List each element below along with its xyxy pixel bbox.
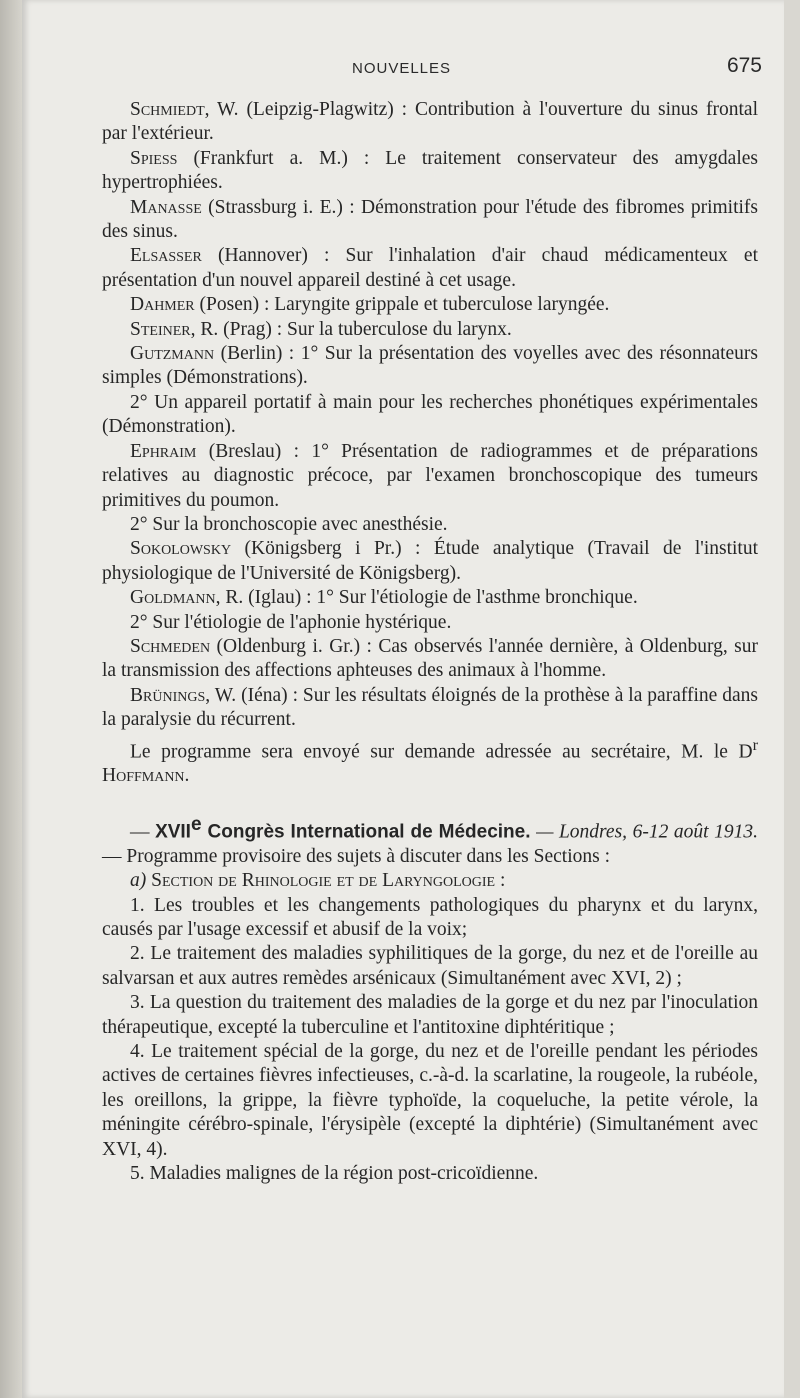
entry-paragraph (102, 244, 758, 293)
congress-place-date: — Londres, 6-12 août 1913. (530, 821, 759, 843)
author-name: Schmiedt (130, 99, 205, 120)
author-name: Goldmann (130, 587, 216, 609)
congress-title-b: Congrès International de Médecine. (201, 821, 531, 843)
entry-paragraph (102, 196, 758, 245)
entry-text: , R. (Prag) : Sur la tuberculose du larynx. (190, 318, 512, 340)
congress-heading (102, 813, 758, 869)
entry-paragraph (102, 611, 758, 635)
book-spine-shadow (0, 0, 22, 1398)
entry-text: (Hannover) : Sur l'inhalation d'air chaud médicamenteux et présentation d'un nouvel appareil destiné à cet usage. (102, 245, 758, 291)
entry-paragraph (102, 586, 758, 610)
entry-text: (Königsberg i Pr.) : Étude analytique (Travail de l'institut physiologique de l'Université de Königsberg). (102, 538, 758, 584)
list-item: 2. Le traitement des maladies syphilitiques de la gorge, du nez et de l'oreille au salvarsan et aux autres remèdes arsénicaux (Simultanément avec XVI, 2) ; (102, 943, 758, 989)
entry-paragraph (102, 440, 758, 513)
author-name: Ephraim (130, 440, 197, 462)
closing-text: Le programme sera envoyé sur demande adressée au secrétaire, M. le D (130, 741, 753, 763)
author-name: Dahmer (130, 294, 195, 316)
entry-text: , W. (Leipzig-Plagwitz) : Contribution à l'ouverture du sinus frontal par l'extérieur. (102, 99, 758, 145)
entry-text: 2° Sur la bronchoscopie avec anesthésie. (130, 513, 448, 535)
closing-paragraph (102, 733, 758, 789)
congress-intro: — Programme provisoire des sujets à discuter dans les Sections : (102, 845, 610, 867)
list-item: 4. Le traitement spécial de la gorge, du nez et de l'oreille pendant les périodes actives de certaines fièvres infectieuses, c.-à-d. la scarlatine, la rougeole, la rubéole, les oreillons, la grippe, la fièvre typhoïde, la coqueluche, la petite vérole, la méningite cérébro-spinale, l'érysipèle (excepté la diphtérie) (Simultanément avec XVI, 4). (102, 1041, 758, 1160)
section-title: Section de Rhinologie et de Laryngologie (151, 870, 496, 892)
entry-paragraph (102, 537, 758, 586)
entry-text: (Strassburg i. E.) : Démonstration pour l'étude des fibromes primitifs des sinus. (102, 196, 758, 243)
congress-dash: — (130, 821, 156, 843)
author-name: Gutzmann (130, 343, 215, 365)
entry-paragraph (102, 147, 758, 196)
list-item: 3. La question du traitement des maladies de la gorge et du nez par l'inoculation thérapeutique, excepté la tuberculine et l'antitoxine diphtéritique ; (102, 992, 758, 1038)
section-letter: a) (130, 870, 152, 892)
author-name: Sokolowsky (130, 538, 232, 560)
book-page (22, 0, 784, 1398)
section-colon: : (495, 870, 506, 892)
author-name: Spiess (130, 147, 178, 169)
closing-superscript: r (752, 735, 758, 754)
author-name: Elsasser (130, 245, 202, 267)
entry-text: , R. (Iglau) : 1° Sur l'étiologie de l'asthme bronchique. (215, 587, 638, 609)
entry-text: 2° Un appareil portatif à main pour les recherches phonétiques expérimentales (Démonstration). (102, 391, 758, 438)
entry-paragraph (102, 513, 758, 537)
entry-paragraph (102, 684, 758, 733)
entry-paragraph (102, 635, 758, 684)
entry-paragraph (102, 391, 758, 440)
entry-text: (Oldenburg i. Gr.) : Cas observés l'année dernière, à Oldenburg, sur la transmission des affections aphteuses des animaux à l'homme. (102, 635, 758, 682)
page-edge (784, 0, 800, 1398)
page-number: 675 (726, 54, 762, 77)
entry-text: , W. (Iéna) : Sur les résultats éloignés de la prothèse à la paraffine dans la paralysie du récurrent. (102, 684, 758, 731)
author-name: Steiner (130, 318, 191, 340)
secretary-name: Hoffmann (102, 765, 185, 787)
section-heading (102, 869, 758, 893)
entry-text: (Breslau) : 1° Présentation de radiogrammes et de préparations relatives au diagnostic précoce, par l'examen bronchoscopique des tumeurs primitives du poumon. (102, 440, 758, 511)
list-item: 5. Maladies malignes de la région post-cricoïdienne. (130, 1163, 539, 1185)
congress-title-a: XVII (155, 821, 191, 843)
entry-text: (Frankfurt a. M.) : Le traitement conservateur des amygdales hypertrophiées. (102, 147, 758, 194)
author-name: Brünings (130, 684, 206, 706)
entry-text: (Berlin) : 1° Sur la présentation des voyelles avec des résonnateurs simples (Démonstrations). (102, 343, 758, 389)
running-head: NOUVELLES (352, 60, 452, 77)
entry-text: (Posen) : Laryngite grippale et tuberculose laryngée. (194, 294, 610, 316)
entry-paragraph (102, 293, 758, 317)
entry-paragraph (102, 98, 758, 147)
body-text (102, 98, 758, 1186)
page-header (82, 50, 762, 84)
list-item: 1. Les troubles et les changements pathologiques du pharynx et du larynx, causés par l'usage excessif et abusif de la voix; (102, 894, 758, 940)
author-name: Manasse (130, 196, 202, 218)
congress-title-sup: e (190, 813, 202, 835)
author-name: Schmeden (130, 635, 211, 657)
entry-paragraph (102, 318, 758, 342)
entry-paragraph (102, 342, 758, 391)
closing-end: . (184, 765, 190, 787)
entry-text: 2° Sur l'étiologie de l'aphonie hystérique. (130, 611, 452, 633)
